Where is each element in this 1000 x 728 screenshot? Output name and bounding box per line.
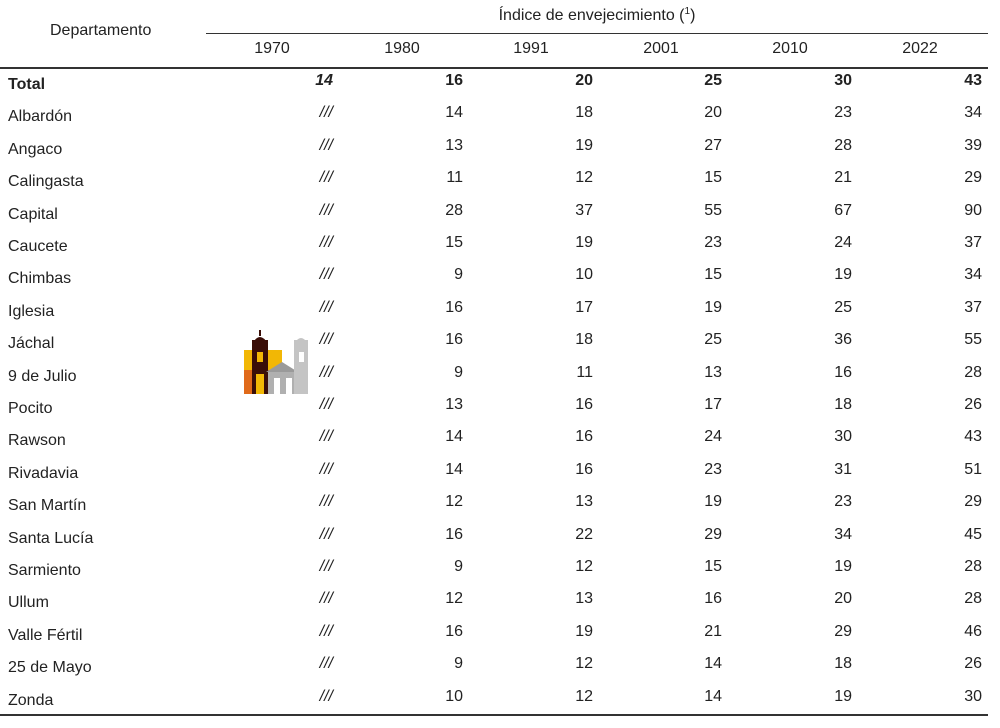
table-cell: 31 (834, 460, 852, 478)
table-cell: /// (319, 590, 333, 608)
table-cell: 9 (454, 655, 463, 673)
table-cell: 51 (964, 460, 982, 478)
table-cell: 26 (964, 655, 982, 673)
table-row (0, 392, 988, 424)
table-cell: 43 (964, 428, 982, 446)
table-cell: 15 (704, 558, 722, 575)
table-cell: 9 (454, 363, 463, 381)
table-cell: 20 (704, 104, 722, 122)
row-label: Angaco (8, 140, 63, 158)
table-cell: 16 (575, 460, 593, 478)
table-cell: 25 (834, 298, 852, 316)
table-cell: /// (319, 558, 333, 575)
table-cell: 11 (576, 363, 593, 381)
table-cell: 28 (964, 590, 982, 608)
year-header-1980: 1980 (384, 40, 420, 57)
table-cell: 17 (704, 396, 722, 413)
table-cell: 12 (445, 493, 463, 511)
table-cell: 18 (834, 655, 852, 673)
table-cell: 21 (704, 622, 722, 640)
table-cell: 10 (445, 687, 463, 705)
table-cell: /// (319, 104, 333, 122)
table-cell: /// (319, 169, 333, 187)
footnote-mark: 1 (684, 6, 691, 17)
table-cell: 28 (834, 136, 852, 154)
table-cell: 19 (575, 234, 593, 251)
table-cell: 16 (575, 396, 593, 413)
row-label: Chimbas (8, 270, 72, 288)
table-cell: /// (319, 136, 333, 154)
table-cell: /// (319, 687, 333, 705)
table-cell: 12 (575, 655, 593, 673)
row-label: Capital (8, 205, 58, 223)
table-cell: 37 (964, 234, 982, 251)
table-cell: 14 (445, 460, 463, 478)
table-cell: 20 (834, 590, 852, 608)
table-cell: 30 (834, 428, 852, 446)
table-row (0, 360, 988, 392)
table-cell: 18 (834, 396, 852, 413)
table-cell: 14 (704, 687, 722, 705)
table-row (0, 295, 988, 327)
table-cell: /// (319, 622, 333, 640)
table-cell: 43 (964, 72, 982, 89)
table-cell: 18 (575, 104, 593, 122)
table-cell: 37 (964, 298, 982, 316)
table-cell: 14 (315, 72, 333, 89)
table-row (0, 522, 988, 554)
table-cell: /// (319, 655, 333, 673)
total-row (0, 68, 988, 100)
row-label: Rawson (8, 432, 66, 450)
table-cell: 13 (445, 136, 463, 154)
table-cell: 19 (704, 493, 722, 511)
row-label: Pocito (8, 400, 53, 417)
table-cell: 11 (446, 169, 463, 187)
table-row (0, 262, 988, 294)
table-cell: 18 (575, 331, 593, 349)
table-cell: 39 (964, 136, 982, 154)
row-label: Sarmiento (8, 562, 81, 579)
table-cell: /// (319, 428, 333, 446)
row-label: San Martín (8, 497, 87, 515)
table-cell: 15 (445, 234, 463, 251)
row-label: Albardón (8, 108, 73, 126)
table-cell: 29 (964, 493, 982, 511)
table-cell: 15 (704, 266, 722, 284)
row-label: Ullum (8, 594, 49, 612)
table-cell: 14 (445, 428, 463, 446)
table-cell: 23 (834, 104, 852, 122)
table-row (0, 554, 988, 586)
table-cell: 9 (454, 558, 463, 575)
table-cell: 23 (704, 460, 722, 478)
year-header-1991: 1991 (513, 40, 549, 57)
table-cell: 34 (964, 104, 982, 122)
table-cell: 45 (964, 525, 982, 543)
table-cell: 28 (964, 558, 982, 575)
table-cell: 24 (834, 234, 852, 251)
table-cell: 28 (964, 363, 982, 381)
group-header-text: Índice de envejecimiento ( (498, 7, 685, 24)
table-row (0, 165, 988, 197)
table-cell: 29 (834, 622, 852, 640)
row-label: Valle Fértil (8, 626, 83, 644)
table-row (0, 489, 988, 521)
table-cell: 20 (575, 72, 593, 89)
table-cell: 10 (575, 266, 593, 284)
table-cell: 23 (704, 234, 722, 251)
row-label: Iglesia (8, 302, 55, 320)
table-cell: 27 (704, 136, 722, 154)
table-cell: 12 (575, 169, 593, 187)
table-row (0, 586, 988, 618)
table-cell: /// (319, 460, 333, 478)
table-row (0, 198, 988, 230)
table-cell: 28 (445, 201, 463, 219)
year-header-1970: 1970 (254, 40, 290, 57)
table-cell: 26 (964, 396, 982, 413)
table-cell: 22 (575, 525, 593, 543)
table-cell: 36 (834, 331, 852, 349)
table-cell: 13 (704, 363, 722, 381)
table-cell: 12 (445, 590, 463, 608)
table-cell: 19 (834, 687, 852, 705)
row-label: Caucete (8, 238, 68, 255)
table-cell: 16 (445, 525, 463, 543)
table-cell: 29 (704, 525, 722, 543)
row-label: Calingasta (8, 173, 84, 191)
table-row (0, 684, 988, 716)
table-cell: /// (319, 331, 333, 349)
table-cell: 25 (704, 331, 722, 349)
church-logo-icon (244, 330, 316, 394)
table-row (0, 100, 988, 132)
table-cell: 90 (964, 201, 982, 219)
table-cell: 16 (445, 622, 463, 640)
year-header-2001: 2001 (643, 40, 679, 57)
table-row (0, 230, 988, 262)
table-cell: 13 (575, 493, 593, 511)
table-cell: 30 (834, 72, 852, 89)
table-cell: 24 (704, 428, 722, 446)
table-cell: 19 (575, 136, 593, 154)
table-cell: 21 (834, 169, 852, 187)
table-cell: 23 (834, 493, 852, 511)
table-cell: 25 (704, 72, 722, 89)
table-cell: 29 (964, 169, 982, 187)
table-cell: 34 (964, 266, 982, 284)
table-cell: 19 (834, 558, 852, 575)
group-header-close: ) (690, 7, 696, 24)
row-label: Jáchal (8, 335, 55, 353)
table-cell: /// (319, 363, 333, 381)
table-cell: /// (319, 298, 333, 316)
table-cell: 14 (704, 655, 722, 673)
table-cell: /// (319, 266, 333, 284)
table-cell: 13 (575, 590, 593, 608)
table-cell: 16 (834, 363, 852, 381)
row-label: Total (8, 76, 46, 93)
table-row (0, 457, 988, 489)
table-cell: 55 (704, 201, 722, 219)
table-row (0, 651, 988, 683)
row-label: Rivadavia (8, 464, 79, 482)
table-cell: 16 (445, 298, 463, 316)
table-cell: /// (319, 396, 333, 413)
table-cell: 19 (834, 266, 852, 284)
table-cell: 37 (575, 201, 593, 219)
table-cell: 17 (575, 298, 593, 316)
year-header-2010: 2010 (772, 40, 808, 57)
table-cell: 12 (575, 687, 593, 705)
row-label: 25 de Mayo (8, 659, 92, 677)
row-label: Santa Lucía (8, 529, 94, 547)
table-row (0, 424, 988, 456)
row-label: Zonda (8, 691, 54, 709)
table-cell: /// (319, 493, 333, 511)
table-cell: 19 (575, 622, 593, 640)
table-cell: 30 (964, 687, 982, 705)
table-cell: 16 (445, 72, 463, 89)
column-group-header (206, 6, 988, 25)
table-cell: 34 (834, 525, 852, 543)
table-cell: 12 (575, 558, 593, 575)
table-cell: 46 (964, 622, 982, 640)
table-row (0, 133, 988, 165)
table-cell: 16 (445, 331, 463, 349)
table-row (0, 619, 988, 651)
table-cell: /// (319, 234, 333, 251)
table-cell: 13 (445, 396, 463, 413)
row-label: 9 de Julio (8, 367, 77, 385)
table-cell: /// (319, 201, 333, 219)
table-cell: /// (319, 525, 333, 543)
table-cell: 67 (834, 201, 852, 219)
table-cell: 16 (704, 590, 722, 608)
table-cell: 15 (704, 169, 722, 187)
table-cell: 16 (575, 428, 593, 446)
table-cell: 19 (704, 298, 722, 316)
table-bottom-rule (0, 714, 988, 716)
table-cell: 55 (964, 331, 982, 349)
table-cell: 14 (445, 104, 463, 122)
year-header-2022: 2022 (902, 40, 938, 57)
table-row (0, 327, 988, 359)
column-header-departamento: Departamento (50, 22, 152, 39)
group-header-rule (206, 33, 988, 34)
table-cell: 9 (454, 266, 463, 284)
